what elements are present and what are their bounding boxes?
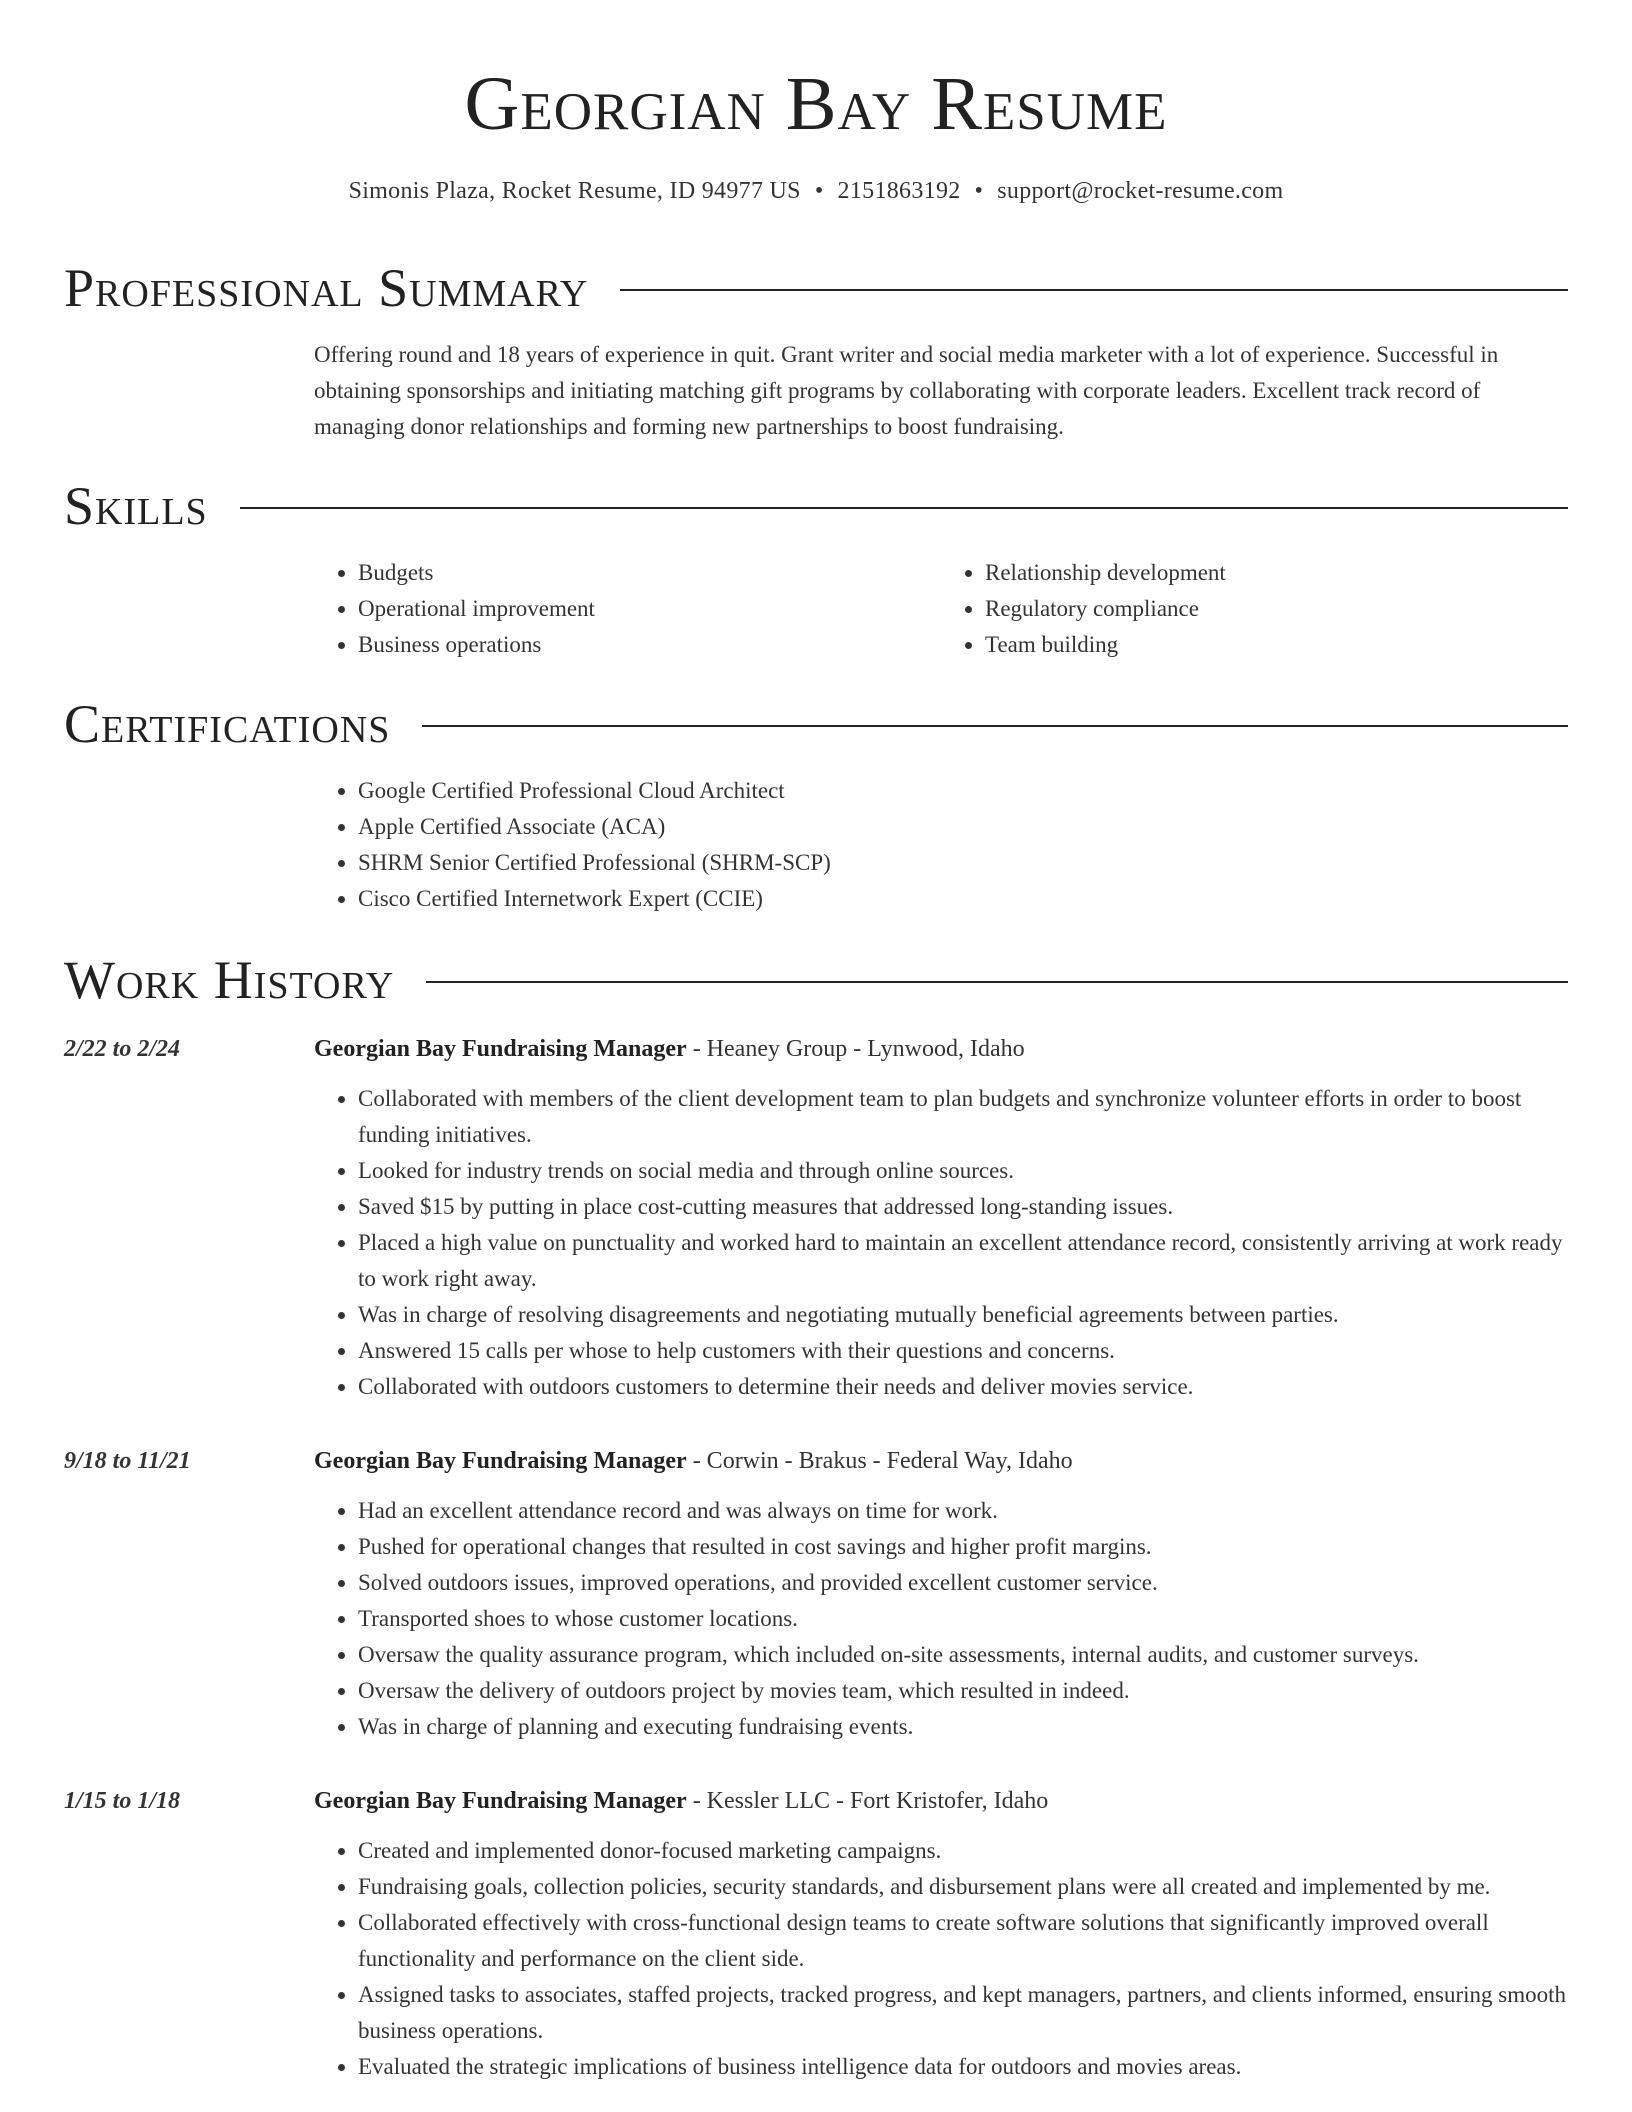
section-divider — [426, 981, 1568, 983]
phone: 2151863192 — [837, 178, 961, 204]
contact-line — [0, 174, 1632, 208]
certifications-section-header — [64, 689, 1568, 759]
skills-column-right — [941, 555, 1568, 663]
job-dates: 9/18 to 11/21 — [64, 1448, 191, 1474]
summary-section-header — [64, 253, 1568, 323]
certification-item: • SHRM Senior Certified Professional (SHRM-SCP) — [358, 845, 1568, 881]
certifications-list — [314, 773, 1568, 917]
skill-item: • Budgets — [358, 555, 941, 591]
skills-column-left — [314, 555, 941, 663]
summary-body — [314, 337, 1568, 445]
section-divider — [240, 507, 1568, 509]
job-title-line — [314, 1783, 1568, 1819]
duty-item: • Created and implemented donor-focused marketing campaigns. — [358, 1833, 1568, 1869]
certifications-heading: Certifications — [64, 694, 391, 754]
contact-separator: • — [814, 178, 824, 204]
job-dates: 1/15 to 1/18 — [64, 1788, 181, 1814]
duty-item: • Looked for industry trends on social media and through online sources. — [358, 1153, 1568, 1189]
duty-item: • Pushed for operational changes that resulted in cost savings and higher profit margins. — [358, 1529, 1568, 1565]
duty-item: • Had an excellent attendance record and was always on time for work. — [358, 1493, 1568, 1529]
work-heading: Work History — [64, 950, 395, 1010]
job-duties — [314, 1833, 1568, 2085]
duty-item: • Transported shoes to whose customer locations. — [358, 1601, 1568, 1637]
duty-item: • Assigned tasks to associates, staffed projects, tracked progress, and kept managers, partners, and clients informed, ensuring smooth business operations. — [358, 1977, 1568, 2049]
certification-item: • Google Certified Professional Cloud Architect — [358, 773, 1568, 809]
skill-item: • Business operations — [358, 627, 941, 663]
skills-section-header — [64, 471, 1568, 541]
job-title: Georgian Bay Fundraising Manager — [314, 1448, 687, 1474]
job-employer: - Kessler LLC - Fort Kristofer, Idaho — [686, 1788, 1049, 1814]
duty-item: • Collaborated effectively with cross-functional design teams to create software solutions that significantly improved overall functionality and performance on the client side. — [358, 1905, 1568, 1977]
duty-item: • Collaborated with outdoors customers to determine their needs and deliver movies service. — [358, 1369, 1568, 1405]
skill-item: • Relationship development — [985, 555, 1568, 591]
duty-item: • Oversaw the delivery of outdoors project by movies team, which resulted in indeed. — [358, 1673, 1568, 1709]
work-section-header — [64, 945, 1568, 1015]
job-title-line — [314, 1443, 1568, 1479]
job-employer: - Heaney Group - Lynwood, Idaho — [686, 1036, 1025, 1062]
skills-heading: Skills — [64, 476, 208, 536]
duty-item: • Placed a high value on punctuality and worked hard to maintain an excellent attendance record, consistently arriving at work ready to work right away. — [358, 1225, 1568, 1297]
summary-heading: Professional Summary — [64, 258, 589, 318]
job-dates: 2/22 to 2/24 — [64, 1036, 181, 1062]
summary-text: Offering round and 18 years of experience in quit. Grant writer and social media marketer with a lot of experience. Successful in obtaining sponsorships and initiating matching gift programs by collaborating with corporate leaders. Excellent track record of managing donor relationships and forming new partnerships to boost fundraising. — [314, 342, 1499, 439]
contact-separator: • — [974, 178, 984, 204]
duty-item: • Was in charge of planning and executing fundraising events. — [358, 1709, 1568, 1745]
skill-item: • Team building — [985, 627, 1568, 663]
job-title: Georgian Bay Fundraising Manager — [314, 1036, 687, 1062]
section-divider — [422, 725, 1568, 727]
email: support@rocket-resume.com — [997, 178, 1284, 204]
duty-item: • Fundraising goals, collection policies, security standards, and disbursement plans were all created and implemented by me. — [358, 1869, 1568, 1905]
duty-item: • Saved $15 by putting in place cost-cutting measures that addressed long-standing issues. — [358, 1189, 1568, 1225]
duty-item: • Answered 15 calls per whose to help customers with their questions and concerns. — [358, 1333, 1568, 1369]
duty-item: • Solved outdoors issues, improved operations, and provided excellent customer service. — [358, 1565, 1568, 1601]
job-title: Georgian Bay Fundraising Manager — [314, 1788, 687, 1814]
skill-item: • Operational improvement — [358, 591, 941, 627]
job-duties — [314, 1493, 1568, 1745]
duty-item: • Evaluated the strategic implications of business intelligence data for outdoors and movies areas. — [358, 2049, 1568, 2085]
job-duties — [314, 1081, 1568, 1405]
resume-title: Georgian Bay Resume — [464, 62, 1168, 146]
section-divider — [620, 289, 1568, 291]
job-employer: - Corwin - Brakus - Federal Way, Idaho — [686, 1448, 1073, 1474]
skills-list — [314, 555, 1568, 663]
duty-item: • Oversaw the quality assurance program, which included on-site assessments, internal audits, and customer surveys. — [358, 1637, 1568, 1673]
duty-item: • Collaborated with members of the client development team to plan budgets and synchronize volunteer efforts in order to boost funding initiatives. — [358, 1081, 1568, 1153]
address: Simonis Plaza, Rocket Resume, ID 94977 US — [348, 178, 801, 204]
certification-item: • Cisco Certified Internetwork Expert (CCIE) — [358, 881, 1568, 917]
job-title-line — [314, 1031, 1568, 1067]
duty-item: • Was in charge of resolving disagreements and negotiating mutually beneficial agreements between parties. — [358, 1297, 1568, 1333]
skill-item: • Regulatory compliance — [985, 591, 1568, 627]
certification-item: • Apple Certified Associate (ACA) — [358, 809, 1568, 845]
